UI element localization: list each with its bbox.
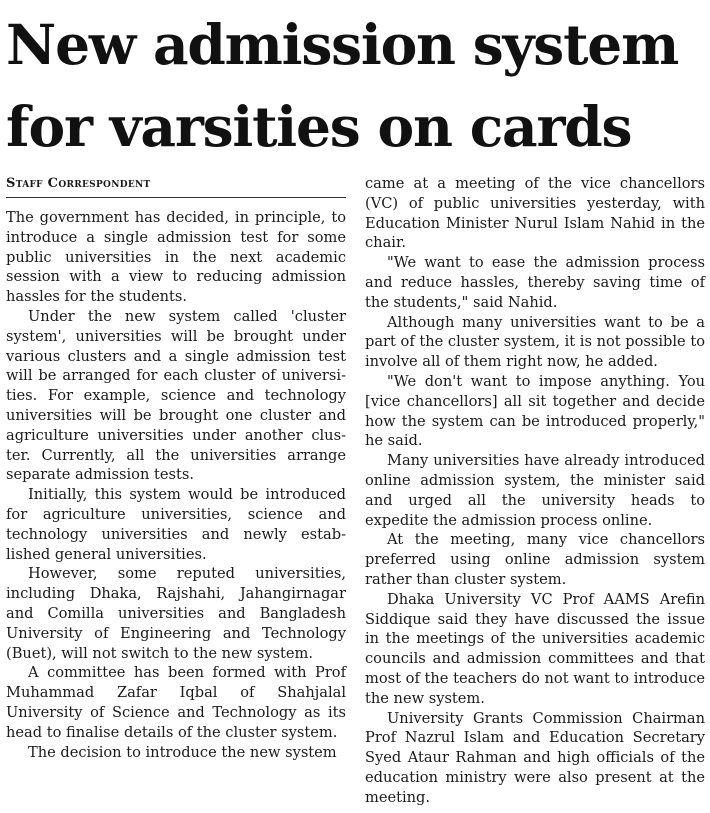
- paragraph: The decision to introduce the new system: [28, 743, 337, 761]
- paragraph: Initially, this system would be introduced for agriculture universities, science and technology universities and newly established general universities.: [6, 486, 346, 563]
- headline-line-1: New admission system: [6, 12, 679, 77]
- paragraph: came at a meeting of the vice chancellors (VC) of public universities yesterday, with Education Minister Nurul Islam Nahid in the chair.: [365, 175, 705, 252]
- headline-line-2: for varsities on cards: [6, 94, 632, 159]
- paragraph: "We don't want to impose anything. You [vice chancellors] all sit together and decide how the system can be introduced properly," he said.: [365, 372, 705, 450]
- paragraph: However, some reputed universities, including Dhaka, Rajshahi, Jahangirnagar and Comilla universities and Bangladesh University of Engineering and Technology (Buet), will not switch to the new system.: [6, 565, 346, 662]
- paragraph: Many universities have already introduced online admission system, the minister said and urged all the university heads to expedite the admission process online.: [365, 452, 705, 529]
- article-column-left: [6, 174, 346, 762]
- headline: [6, 4, 706, 168]
- paragraph: "We want to ease the admission process and reduce hassles, thereby saving time of the students," said Nahid.: [365, 254, 705, 311]
- paragraph: University Grants Commission Chairman Prof Nazrul Islam and Education Secretary Syed Ataur Rahman and high officials of the education ministry were also present at the meeting.: [365, 709, 705, 806]
- byline: Staff Correspondent: [6, 174, 346, 198]
- paragraph: A committee has been formed with Prof Muhammad Zafar Iqbal of Shahjalal University of Science and Technology as its head to finalise details of the cluster system.: [6, 664, 346, 741]
- paragraph: Although many universities want to be a part of the cluster system, it is not possible to involve all of them right now, he added.: [365, 313, 705, 371]
- paragraph: At the meeting, many vice chancellors preferred using online admission system rather than cluster system.: [365, 531, 705, 588]
- paragraph: The government has decided, in principle, to introduce a single admission test for some public universities in the next academic session with a view to reducing admission hassles for the students.: [6, 209, 346, 306]
- paragraph: Dhaka University VC Prof AAMS Arefin Siddique said they have discussed the issue in the meetings of the universities academic councils and admission committees and that most of the teachers do not want to introduce the new system.: [365, 590, 705, 707]
- paragraph: Under the new system called 'cluster system', universities will be brought under various clusters and a single admission test will be arranged for each cluster of universities. For example, science and technology universities will be brought one cluster and agriculture universities under another cluster. Currently, all the universities arrange separate admission tests.: [6, 307, 346, 484]
- article-column-right: [365, 174, 705, 808]
